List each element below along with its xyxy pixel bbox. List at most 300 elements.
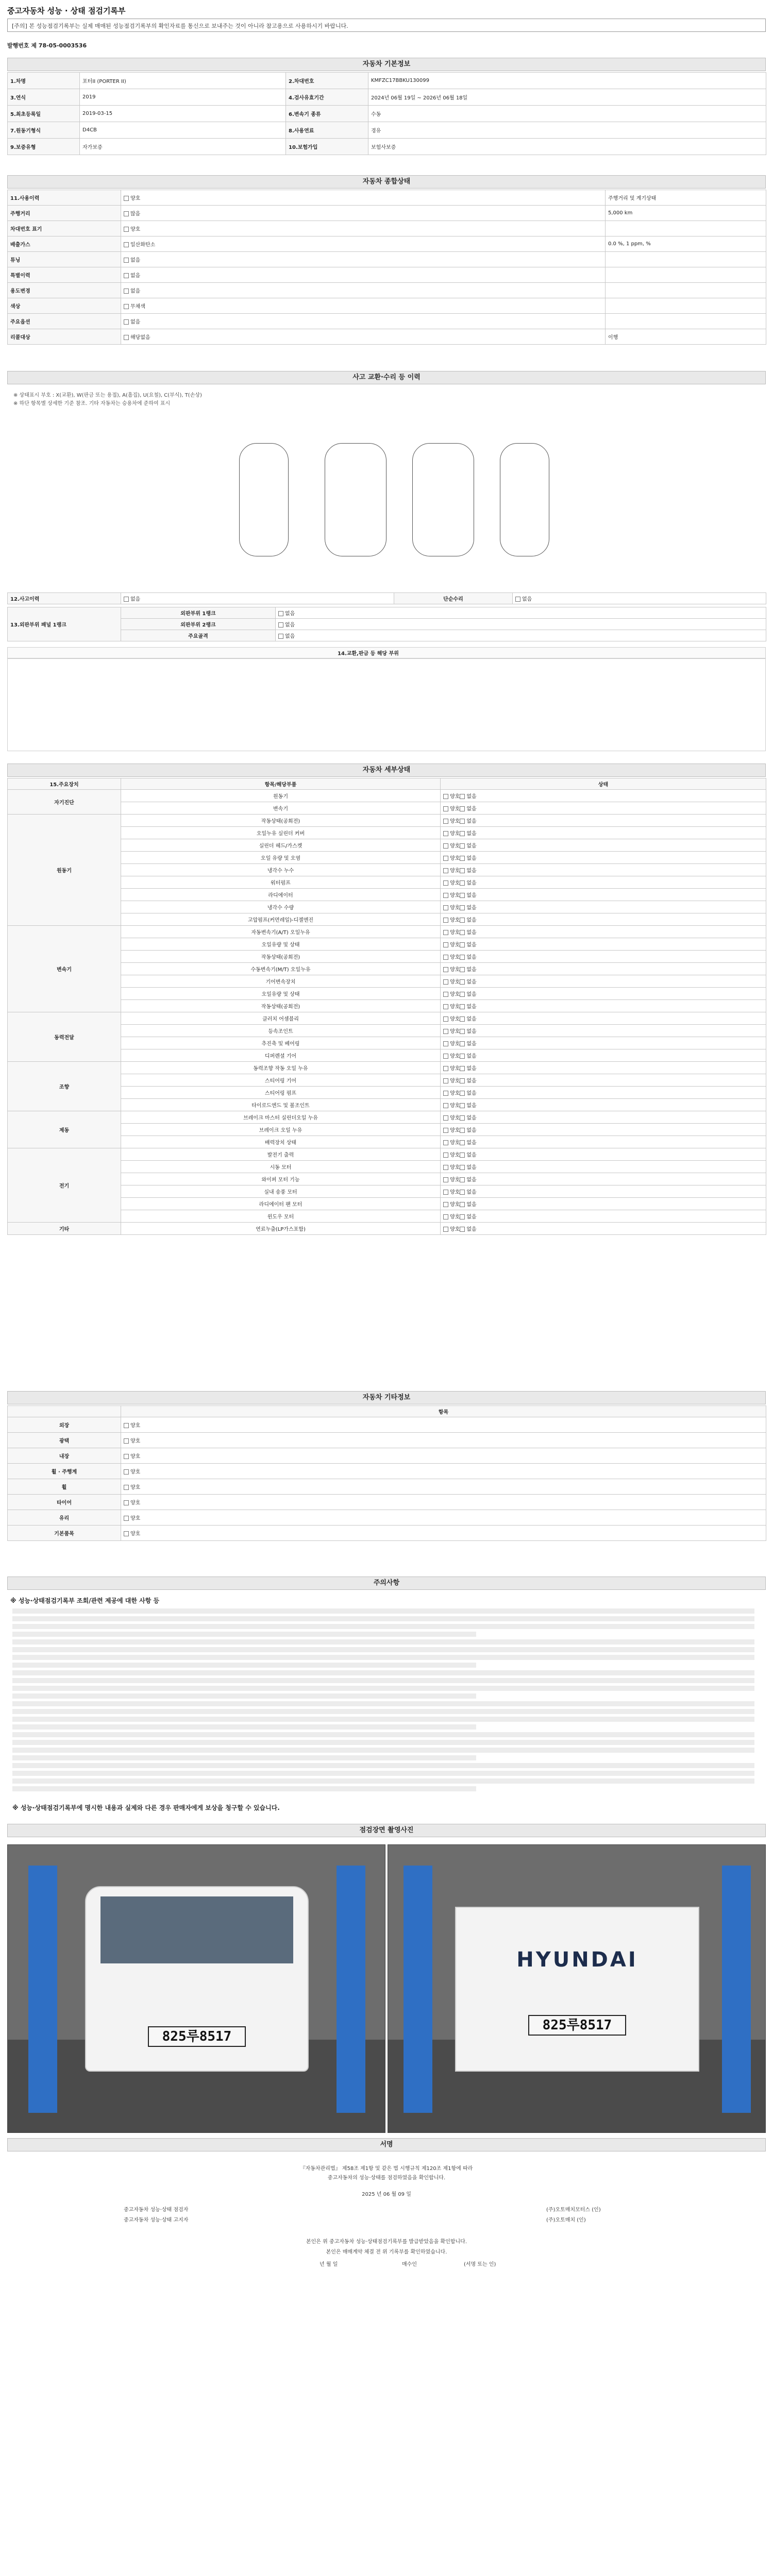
frame-item: 외판부위 2랭크 (121, 619, 276, 630)
state-cell (441, 790, 766, 802)
state-text: 없음 (466, 1041, 477, 1047)
state-cell (441, 1012, 766, 1025)
detail-row (8, 1111, 766, 1124)
checkbox-icon[interactable] (124, 227, 129, 232)
state-text: 양호 (450, 893, 460, 899)
overall-note (606, 314, 766, 329)
checkbox-icon[interactable] (443, 806, 448, 811)
checkbox-icon[interactable] (124, 211, 129, 216)
notifier-label: 중고자동차 성능·상태 고지자 (124, 2217, 189, 2223)
overall-row (8, 190, 766, 206)
state-text: 양호 (450, 1115, 460, 1121)
checkbox-icon[interactable] (443, 979, 448, 985)
checkbox-icon[interactable] (443, 1140, 448, 1145)
checkbox-icon[interactable] (124, 196, 129, 201)
legend-line-2: ※ 하단 항목별 상세한 기준 참조. 기타 자동차는 승용차에 준하여 표시 (13, 401, 171, 406)
checkbox-icon[interactable] (460, 843, 465, 849)
notes-final: ※ 성능·상태점검기록부에 명시한 내용과 실제와 다른 경우 판매자에게 보상을 청구할 수 있습니다. (12, 1804, 280, 1811)
checkbox-icon[interactable] (460, 868, 465, 873)
detail-parts-bar (7, 647, 766, 658)
other-row (8, 1526, 766, 1541)
checkbox-icon[interactable] (443, 831, 448, 836)
checkbox-icon[interactable] (460, 992, 465, 997)
detail-row (8, 951, 766, 963)
checkbox-icon[interactable] (443, 893, 448, 898)
detail-item: 기어변속장치 (121, 975, 441, 988)
detail-item: 시동 모터 (121, 1161, 441, 1173)
basic-label: 7.원동기형식 (8, 122, 80, 139)
state-text: 없음 (466, 794, 477, 800)
state-cell (121, 1464, 766, 1479)
state-cell (441, 1223, 766, 1235)
detail-item: 오일 유량 및 오염 (121, 852, 441, 864)
detail-item: 오일유량 및 상태 (121, 938, 441, 951)
state-cell (121, 1526, 766, 1541)
overall-label: 배출가스 (8, 236, 121, 252)
checkbox-icon[interactable] (443, 1177, 448, 1182)
checkbox-icon[interactable] (460, 880, 465, 886)
state-text: 없음 (466, 1165, 477, 1171)
checkbox-icon[interactable] (460, 794, 465, 799)
frame-item: 주요골격 (121, 630, 276, 641)
other-label: 휠 (8, 1479, 121, 1495)
frame-table (7, 607, 766, 641)
detail-item: 윈도우 모터 (121, 1210, 441, 1223)
note-text-line (12, 1639, 754, 1645)
checkbox-icon[interactable] (460, 955, 465, 960)
checkbox-icon[interactable] (443, 1227, 448, 1232)
checkbox-icon[interactable] (460, 1165, 465, 1170)
state-text: 양호 (450, 1016, 460, 1022)
detail-item: 작동상태(공회전) (121, 951, 441, 963)
detail-row (8, 790, 766, 802)
checkbox-icon[interactable] (460, 1115, 465, 1121)
detail-head-1: 15.주요장치 (8, 778, 121, 790)
overall-note (606, 267, 766, 283)
checkbox-icon[interactable] (460, 979, 465, 985)
state-cell (441, 963, 766, 975)
state-cell (121, 221, 606, 236)
checkbox-icon[interactable] (443, 1078, 448, 1083)
state-text: 없음 (466, 930, 477, 936)
other-label: 외장 (8, 1417, 121, 1433)
state-text: 없음 (466, 905, 477, 911)
checkbox-icon[interactable] (460, 942, 465, 947)
state-text: 없음 (466, 893, 477, 899)
checkbox-icon[interactable] (124, 258, 129, 263)
checkbox-icon[interactable] (443, 1054, 448, 1059)
checkbox-icon[interactable] (124, 1454, 129, 1459)
overall-row (8, 252, 766, 267)
state-cell (441, 938, 766, 951)
state-cell (441, 1049, 766, 1062)
detail-group: 동력전달 (8, 1012, 121, 1062)
state-cell (441, 889, 766, 901)
note-text-line (12, 1717, 754, 1722)
checkbox-icon[interactable] (124, 304, 129, 309)
overall-row (8, 267, 766, 283)
frame-row (8, 607, 766, 619)
basic-label: 8.사용연료 (286, 122, 368, 139)
state-text: 양호 (450, 930, 460, 936)
state-cell (121, 1510, 766, 1526)
checkbox-icon[interactable] (460, 1177, 465, 1182)
checkbox-icon[interactable] (443, 1041, 448, 1046)
truck-rear (455, 1907, 699, 2072)
detail-group: 원동기 (8, 815, 121, 926)
detail-group: 조향 (8, 1062, 121, 1111)
sign-line-1: 『자동차관리법』 제58조 제1항 및 같은 법 시행규칙 제120조 제1항에 따라 (300, 2166, 473, 2172)
checkbox-icon[interactable] (278, 634, 283, 639)
checkbox-icon[interactable] (460, 1103, 465, 1108)
note-text-line (12, 1771, 754, 1776)
state-text: 양호 (450, 1066, 460, 1072)
checkbox-icon[interactable] (460, 1214, 465, 1219)
note-text-line (12, 1724, 476, 1730)
detail-row (8, 864, 766, 876)
detail-row (8, 1124, 766, 1136)
checkbox-icon[interactable] (460, 1153, 465, 1158)
overall-label: 주요옵션 (8, 314, 121, 329)
detail-item: 워터펌프 (121, 876, 441, 889)
inspector-label: 중고자동차 성능·상태 점검자 (124, 2207, 189, 2213)
note-text-line (12, 1647, 754, 1652)
state-cell (276, 619, 766, 630)
detail-row (8, 815, 766, 827)
checkbox-icon[interactable] (443, 794, 448, 799)
state-text: 없음 (466, 1227, 477, 1232)
state-text: 양호 (130, 1516, 141, 1521)
checkbox-icon[interactable] (460, 905, 465, 910)
detail-row (8, 1025, 766, 1037)
detail-table (7, 778, 766, 1235)
state-text: 양호 (450, 806, 460, 812)
checkbox-icon[interactable] (443, 992, 448, 997)
checkbox-icon[interactable] (443, 856, 448, 861)
note-text-line (12, 1670, 754, 1675)
note-text-line (12, 1693, 476, 1699)
state-text: 양호 (130, 1469, 141, 1475)
state-cell (441, 1136, 766, 1148)
state-text: 양호 (450, 1227, 460, 1232)
checkbox-icon[interactable] (443, 843, 448, 849)
repair-label: 단순수리 (394, 593, 513, 604)
checkbox-icon[interactable] (124, 273, 129, 278)
checkbox-icon[interactable] (460, 1202, 465, 1207)
state-text: 양호 (450, 992, 460, 997)
state-text: 없음 (130, 319, 141, 325)
checkbox-icon[interactable] (460, 806, 465, 811)
state-cell (441, 988, 766, 1000)
state-cell (441, 1025, 766, 1037)
checkbox-icon[interactable] (124, 335, 129, 340)
detail-row (8, 1185, 766, 1198)
state-cell (441, 827, 766, 839)
checkbox-icon[interactable] (443, 1128, 448, 1133)
checkbox-icon[interactable] (443, 1091, 448, 1096)
state-cell (441, 1198, 766, 1210)
state-cell (441, 802, 766, 815)
checkbox-icon[interactable] (443, 905, 448, 910)
detail-row (8, 802, 766, 815)
frame-row (8, 619, 766, 630)
state-text: 없음 (285, 611, 295, 617)
basic-value: 포터II (PORTER II) (80, 73, 286, 89)
state-cell (441, 1000, 766, 1012)
checkbox-icon[interactable] (443, 1029, 448, 1034)
detail-item: 동력조향 작동 오일 누유 (121, 1062, 441, 1074)
state-cell (121, 1433, 766, 1448)
state-text: 양호 (450, 1103, 460, 1109)
overall-label: 차대번호 표기 (8, 221, 121, 236)
state-text: 양호 (450, 880, 460, 886)
state-text: 양호 (130, 1500, 141, 1506)
state-text: 일산화탄소 (130, 242, 156, 248)
notes-heading: ※ 성능·상태점검기록부 조회/관련 제공에 대한 사항 등 (10, 1597, 160, 1604)
state-text: 양호 (450, 794, 460, 800)
checkbox-icon[interactable] (460, 1078, 465, 1083)
detail-item: 변속기 (121, 802, 441, 815)
checkbox-icon[interactable] (460, 1140, 465, 1145)
state-cell (441, 876, 766, 889)
state-text: 없음 (466, 1029, 477, 1035)
checkbox-icon[interactable] (460, 819, 465, 824)
checkbox-icon[interactable] (124, 289, 129, 294)
other-row (8, 1417, 766, 1433)
checkbox-icon[interactable] (443, 1103, 448, 1108)
overall-row (8, 236, 766, 252)
state-cell (441, 852, 766, 864)
note-text-line (12, 1709, 754, 1714)
note-text-line (12, 1740, 754, 1745)
state-text: 없음 (466, 1202, 477, 1208)
other-label: 유리 (8, 1510, 121, 1526)
detail-group: 제동 (8, 1111, 121, 1148)
detail-item: 브레이크 마스터 실린더오일 누유 (121, 1111, 441, 1124)
other-head: 항목 (121, 1406, 766, 1417)
checkbox-icon[interactable] (443, 1153, 448, 1158)
state-cell (441, 864, 766, 876)
detail-row (8, 1148, 766, 1161)
other-label: 기본품목 (8, 1526, 121, 1541)
checkbox-icon[interactable] (443, 1214, 448, 1219)
state-text: 양호 (130, 1454, 141, 1460)
checkbox-icon[interactable] (443, 1202, 448, 1207)
state-cell (441, 1037, 766, 1049)
state-text: 양호 (450, 1177, 460, 1183)
detail-item: 추진축 및 베어링 (121, 1037, 441, 1049)
section-other: 자동차 기타정보 (7, 1391, 766, 1404)
overall-label: 리콜대상 (8, 329, 121, 345)
detail-item: 라디에이터 (121, 889, 441, 901)
checkbox-icon[interactable] (278, 611, 283, 616)
detail-item: 냉각수 누수 (121, 864, 441, 876)
checkbox-icon[interactable] (443, 955, 448, 960)
checkbox-icon[interactable] (124, 597, 129, 602)
checkbox-icon[interactable] (460, 918, 465, 923)
detail-item: 오일누유 실린더 커버 (121, 827, 441, 839)
overall-row (8, 283, 766, 298)
other-table (7, 1405, 766, 1541)
license-plate: 825루8517 (148, 2026, 246, 2047)
detail-item: 발전기 출력 (121, 1148, 441, 1161)
checkbox-icon[interactable] (278, 622, 283, 628)
state-text: 많음 (130, 211, 141, 217)
state-text: 없음 (466, 831, 477, 837)
checkbox-icon[interactable] (460, 1004, 465, 1009)
checkbox-icon[interactable] (443, 967, 448, 972)
note-text-line (12, 1678, 754, 1683)
state-cell (441, 1111, 766, 1124)
checkbox-icon[interactable] (443, 868, 448, 873)
other-label: 타이어 (8, 1495, 121, 1510)
checkbox-icon[interactable] (124, 1516, 129, 1521)
state-text: 없음 (466, 1103, 477, 1109)
detail-item: 등속조인트 (121, 1025, 441, 1037)
state-text: 양호 (450, 1029, 460, 1035)
state-text: 없음 (466, 979, 477, 985)
checkbox-icon[interactable] (124, 319, 129, 325)
basic-value: KMFZC17BBKU130099 (368, 73, 766, 89)
checkbox-icon[interactable] (460, 1016, 465, 1022)
note-text-line (12, 1632, 476, 1637)
basic-row (8, 122, 766, 139)
state-text: 양호 (450, 967, 460, 973)
checkbox-icon[interactable] (443, 1115, 448, 1121)
state-text: 무채색 (130, 304, 145, 310)
basic-label: 5.최초등록일 (8, 106, 80, 122)
checkbox-icon[interactable] (124, 1469, 129, 1475)
overall-note (606, 252, 766, 267)
detail-group: 자기진단 (8, 790, 121, 815)
receipt-date: 년 월 일 (320, 2262, 338, 2267)
other-row (8, 1479, 766, 1495)
checkbox-icon[interactable] (460, 856, 465, 861)
state-text: 없음 (466, 967, 477, 973)
state-cell (276, 607, 766, 619)
basic-label: 2.차대번호 (286, 73, 368, 89)
front-photo (7, 1844, 385, 2133)
receipt-line: 본인은 위 중고자동차 성능·상태점검기록부를 발급받았음을 확인합니다. (306, 2239, 467, 2245)
frame-row (8, 630, 766, 641)
checkbox-icon[interactable] (443, 942, 448, 947)
checkbox-icon[interactable] (443, 1004, 448, 1009)
detail-row (8, 1210, 766, 1223)
checkbox-icon[interactable] (124, 1531, 129, 1536)
checkbox-icon[interactable] (124, 1438, 129, 1444)
brand-label: HYUNDAI (516, 1948, 638, 1972)
checkbox-icon[interactable] (460, 1227, 465, 1232)
basic-value: 2024년 06월 19일 ~ 2026년 06월 18일 (368, 89, 766, 106)
checkbox-icon[interactable] (460, 1029, 465, 1034)
note-text-line (12, 1624, 754, 1629)
state-text: 없음 (466, 856, 477, 861)
state-cell (441, 1185, 766, 1198)
checkbox-icon[interactable] (460, 893, 465, 898)
checkbox-icon[interactable] (460, 1066, 465, 1071)
overall-note: 주행거리 및 계기상태 (606, 190, 766, 206)
state-cell (441, 1210, 766, 1223)
repair-value: 없음 (513, 593, 766, 604)
state-cell (441, 926, 766, 938)
detail-row (8, 1037, 766, 1049)
state-text: 양호 (450, 955, 460, 960)
checkbox-icon[interactable] (460, 831, 465, 836)
checkbox-icon[interactable] (460, 1190, 465, 1195)
overall-note: 5,000 km (606, 206, 766, 221)
checkbox-icon[interactable] (443, 819, 448, 824)
checkbox-icon[interactable] (460, 930, 465, 935)
state-cell (121, 314, 606, 329)
state-text: 없음 (466, 1066, 477, 1072)
state-cell (121, 1495, 766, 1510)
state-cell (441, 1087, 766, 1099)
overall-note: 이행 (606, 329, 766, 345)
checkbox-icon[interactable] (443, 1016, 448, 1022)
detail-row (8, 1049, 766, 1062)
basic-label: 10.보험가입 (286, 139, 368, 155)
note-text-line (12, 1655, 754, 1660)
basic-value: 경유 (368, 122, 766, 139)
checkbox-icon[interactable] (460, 1041, 465, 1046)
other-row (8, 1495, 766, 1510)
state-text: 양호 (450, 1054, 460, 1059)
note-text-line (12, 1786, 476, 1791)
state-cell (121, 206, 606, 221)
checkbox-icon[interactable] (443, 1190, 448, 1195)
checkbox-icon[interactable] (443, 1165, 448, 1170)
state-text: 없음 (466, 1004, 477, 1010)
detail-row (8, 1087, 766, 1099)
detail-item: 오일유량 및 상태 (121, 988, 441, 1000)
checkbox-icon[interactable] (460, 1128, 465, 1133)
checkbox-icon[interactable] (515, 597, 520, 602)
checkbox-icon[interactable] (124, 242, 129, 247)
note-text-line (12, 1608, 754, 1614)
checkbox-icon[interactable] (124, 1423, 129, 1428)
state-text: 해당없음 (130, 335, 150, 341)
state-text: 없음 (466, 1078, 477, 1084)
detail-item: 고압펌프(커먼레일)-디젤엔진 (121, 913, 441, 926)
checkbox-icon[interactable] (460, 1091, 465, 1096)
checkbox-icon[interactable] (460, 967, 465, 972)
state-text: 양호 (450, 1165, 460, 1171)
note-text-line (12, 1778, 754, 1784)
overall-label: 주행거리 (8, 206, 121, 221)
checkbox-icon[interactable] (124, 1500, 129, 1505)
other-row (8, 1510, 766, 1526)
detail-row (8, 1000, 766, 1012)
sign-line-2: 중고자동차의 성능·상태를 점검하였음을 확인합니다. (327, 2175, 446, 2181)
section-notes: 주의사항 (7, 1577, 766, 1590)
checkbox-icon[interactable] (460, 1054, 465, 1059)
checkbox-icon[interactable] (443, 918, 448, 923)
other-label: 내장 (8, 1448, 121, 1464)
frame-item: 외판부위 1랭크 (121, 607, 276, 619)
detail-row (8, 988, 766, 1000)
detail-item: 작동상태(공회전) (121, 815, 441, 827)
checkbox-icon[interactable] (443, 1066, 448, 1071)
checkbox-icon[interactable] (443, 930, 448, 935)
legend-line-1: ※ 상태표시 부호 : X(교환), W(판금 또는 용접), A(흠집), U(요철), C(부식), T(손상) (13, 393, 202, 398)
checkbox-icon[interactable] (124, 1485, 129, 1490)
overall-row (8, 298, 766, 314)
detail-item: 실내 송풍 모터 (121, 1185, 441, 1198)
state-cell (441, 1074, 766, 1087)
state-text: 양호 (130, 1423, 141, 1429)
state-text: 양호 (450, 1128, 460, 1133)
checkbox-icon[interactable] (443, 880, 448, 886)
